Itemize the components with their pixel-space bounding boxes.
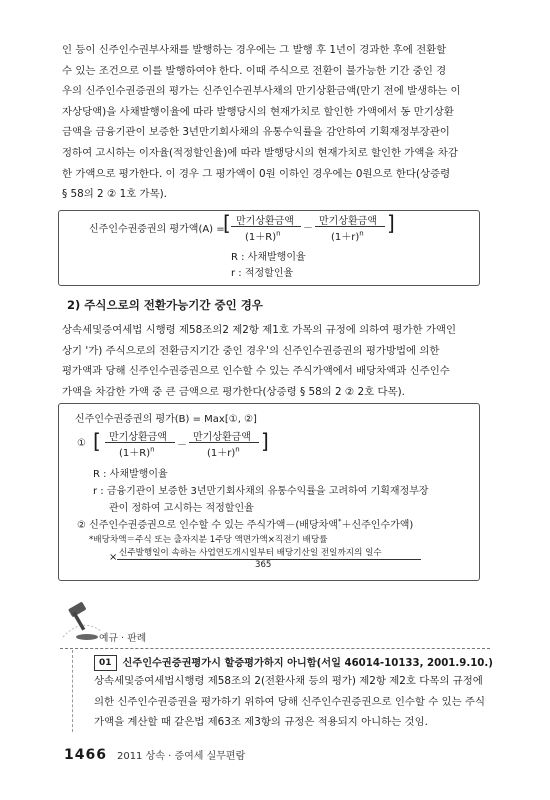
- formula-box-a: 신주인수권증권의 평가액(A) = [ 만기상환금액 $(1+R)^n$ － 만기상환금액 $(1+r)^n$ ] R : 사채발행이율 r : 적정할인율: [58, 210, 480, 286]
- section2-paragraph: 상속세및증여세법 시행령 제58조의2 제2항 제1호 가목의 규정에 의하여 평가한 가액인 상기 '가) 주식으로의 전환금지기간 중인 경우'의 신주인수권증권의 평가방법에 의한 평가액과 당해 신주인수권증권으로 인수할 수 있는 주식가액에서 배당차액과 신주인수 가액을 차감한 가액 중 큰 금액으로 평가한다(상증령 § 58의 2 ② 2호 다목).: [62, 324, 457, 398]
- formula-b-note: *배당차액＝주식 또는 출자지분 1주당 액면가액×직전기 배당률: [89, 535, 328, 545]
- formula-b-title: 신주인수권증권의 평가(B) = Max[①, ②]: [75, 414, 257, 425]
- formula-b-den2: $(1+r)^n$: [207, 445, 240, 459]
- case-number: 01: [94, 655, 117, 671]
- formula-a-num2: 만기상환금액: [319, 216, 377, 227]
- formula-a-def-r: R : 사채발행이율: [231, 252, 306, 263]
- formula-b-note-num: 신주발행일이 속하는 사업연도개시일부터 배당기산일 전일까지의 일수: [119, 548, 382, 558]
- formula-b-def-r: R : 사채발행이율: [93, 469, 168, 480]
- page-number: 1466: [64, 747, 107, 763]
- formula-a-lhs: 신주인수권증권의 평가액(A) =: [89, 224, 225, 235]
- case-title: 01 신주인수권증권평가시 할증평가하지 아니함(서일 46014-10133, 2001.9.10.): [94, 654, 493, 674]
- formula-b-times: ×: [109, 552, 118, 563]
- formula-b-num1: 만기상환금액: [109, 432, 167, 443]
- formula-b-def-rr1: r : 금융기관이 보증한 3년만기회사채의 유통수익률을 고려하여 기획재정부장: [93, 486, 429, 497]
- formula-a-minus: －: [303, 223, 313, 234]
- formula-box-b: 신주인수권증권의 평가(B) = Max[①, ②] ① [ 만기상환금액 $(1+R)^n$ － 만기상환금액 $(1+r)^n$ ] R : 사채발행이율 r : 금융기관이 보증한 3년만기회사채의 유통수익률을 고려하여 기획재정부장 관이 정하여 고시하는 적정할인율 ② 신주인수권증권으로 인수할 수 있는 주식가액－(배당차액*＋신주인수가액) *배당차액＝주식 또는 출자지분 1주당 액면가액×직전기 배당률 × 신주발행일이 속하는 사업연도개시일부터 배당기산일 전일까지의 일수 365: [58, 403, 480, 581]
- formula-b-minus: －: [177, 440, 187, 451]
- formula-b-c1: ①: [77, 438, 86, 449]
- intro-paragraph: 인 등이 신주인수권부사채를 발행하는 경우에는 그 발행 후 1년이 경과한 후에 전환할 수 있는 조건으로 이를 발행하여야 한다. 이때 주식으로 전환이 불가능한 기간 중인 경 우의 신주인수권증권의 평가는 신주인수권부사채의 만기상환금액(만기 전에 발생하는 이 자상당액)을 사채발행이율에 따라 발행당시의 현재가치로 할인한 가액에서 동 만기상환 금액을 금융기관이 보증한 3년만기회사채의 유통수익률을 감안하여 기획재정부장관이 정하여 고시하는 이자율(적정할인율)에 따라 발행당시의 현재가치로 할인한 가액을 차감 한 가액으로 평가한다. 이 경우 그 평가액이 0원 이하인 경우에는 0원으로 한다(상증령 § 58의 2 ② 1호 가목).: [62, 44, 461, 201]
- formula-b-num2: 만기상환금액: [193, 432, 251, 443]
- formula-b-def-rr2: 관이 정하여 고시하는 적정할인율: [109, 503, 254, 514]
- formula-b-den1: $(1+R)^n$: [119, 445, 155, 459]
- ruling-tag: 예규 · 판례: [99, 633, 147, 644]
- formula-a-num1: 만기상환금액: [236, 216, 294, 227]
- formula-a-def-rr: r : 적정할인율: [231, 268, 294, 279]
- formula-b-c2: ② 신주인수권증권으로 인수할 수 있는 주식가액－(배당차액*＋신주인수가액): [77, 517, 414, 531]
- section2-heading: 2) 주식으로의 전환가능기간 중인 경우: [67, 298, 263, 312]
- case-margin-line: [72, 650, 73, 732]
- case-body: 상속세및증여세법시행령 제58조의 2(전환사채 등의 평가) 제2항 제2호 다목의 규정에 의한 신주인수권증권을 평가하기 위하여 당해 신주인수권증권으로 인수할 수 있는 주식 가액을 계산할 때 같은법 제63조 제3항의 규정은 적용되지 아니하는 것임.: [94, 675, 486, 729]
- formula-a-den1: $(1+R)^n$: [245, 229, 281, 243]
- formula-b-note-den: 365: [255, 560, 272, 570]
- page-footer: [64, 744, 245, 763]
- formula-a-den2: $(1+r)^n$: [331, 229, 364, 243]
- tag-divider: [60, 648, 490, 649]
- book-title: 2011 상속 · 증여세 실무편람: [116, 751, 246, 762]
